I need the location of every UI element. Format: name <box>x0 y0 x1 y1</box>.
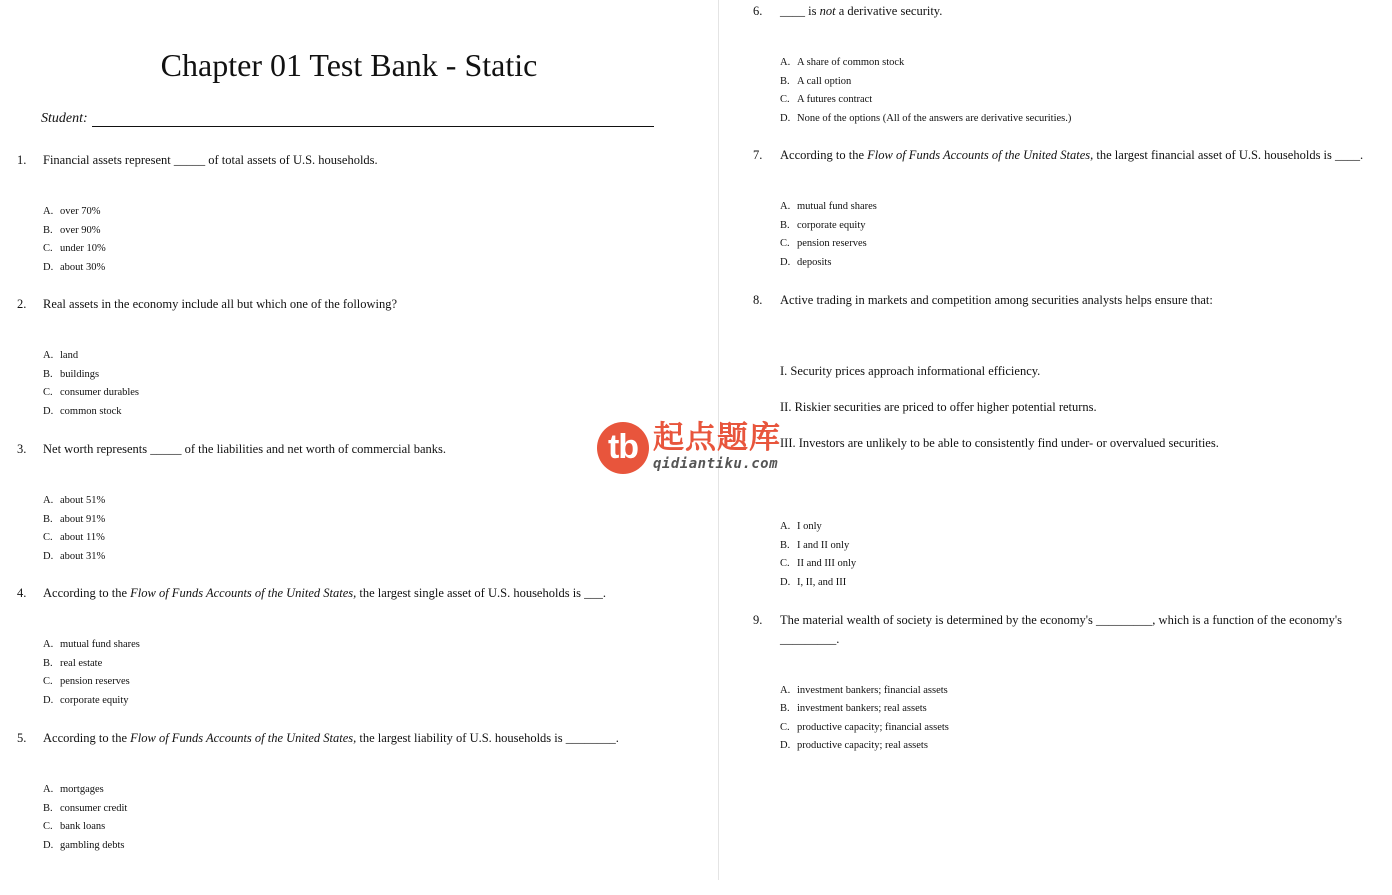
question-text <box>43 295 397 313</box>
answer-option <box>780 685 948 697</box>
question-number: 8. <box>753 293 763 307</box>
option-text: investment bankers; financial assets <box>797 685 948 696</box>
option-letter: C. <box>43 243 53 254</box>
question-text-pre: According to the <box>43 586 131 600</box>
answer-option <box>780 558 856 570</box>
question-number: 7. <box>753 148 763 162</box>
option-text: consumer durables <box>60 387 140 398</box>
watermark-url-text: qidiantiku.com <box>653 456 779 472</box>
question-text-pre: According to the <box>780 148 868 162</box>
option-letter: C. <box>43 676 53 687</box>
option-letter: A. <box>43 495 54 506</box>
answer-option <box>780 57 904 69</box>
question-text-body: Financial assets represent _____ of total assets of U.S. households. <box>43 153 378 167</box>
option-letter: B. <box>43 225 53 236</box>
option-text: mutual fund shares <box>60 639 140 650</box>
option-text: over 90% <box>60 225 101 236</box>
option-text: corporate equity <box>797 220 866 231</box>
answer-option <box>43 387 139 399</box>
option-text: investment bankers; real assets <box>797 703 927 714</box>
answer-option <box>43 821 105 833</box>
option-letter: A. <box>780 201 791 212</box>
option-text: I only <box>797 521 822 532</box>
option-letter: D. <box>43 840 54 851</box>
question-text-italic: Flow of Funds Accounts of the United States, <box>130 586 357 600</box>
option-text: over 70% <box>60 206 101 217</box>
option-letter: A. <box>780 57 791 68</box>
student-field <box>41 111 654 127</box>
answer-option <box>780 540 849 552</box>
question-text <box>43 151 378 169</box>
option-text: common stock <box>60 406 122 417</box>
page-title: Chapter 01 Test Bank - Static <box>160 47 538 83</box>
answer-option <box>43 243 106 255</box>
answer-option <box>43 350 78 362</box>
option-text: bank loans <box>60 821 106 832</box>
question-number: 4. <box>17 586 27 600</box>
question-number: 5. <box>17 731 27 745</box>
question-text-pre: ____ is <box>780 4 820 18</box>
answer-option <box>780 220 866 232</box>
option-text: A share of common stock <box>797 57 905 68</box>
answer-option <box>780 740 928 752</box>
option-letter: C. <box>780 238 790 249</box>
answer-option <box>780 113 1071 125</box>
option-text: A call option <box>797 76 852 87</box>
answer-option <box>43 225 101 237</box>
option-text: land <box>60 350 79 361</box>
statement-2: II. Riskier securities are priced to offer higher potential returns. <box>780 400 1097 414</box>
answer-option <box>780 76 851 88</box>
answer-option <box>43 658 102 670</box>
option-text: mutual fund shares <box>797 201 877 212</box>
option-letter: B. <box>780 540 790 551</box>
question-text <box>43 729 619 747</box>
option-letter: D. <box>43 551 54 562</box>
option-letter: B. <box>780 703 790 714</box>
answer-option <box>780 94 872 106</box>
question-text <box>43 584 606 602</box>
answer-option <box>780 577 846 589</box>
question-text-body: Net worth represents _____ of the liabilities and net worth of commercial banks. <box>43 442 447 456</box>
option-text: productive capacity; real assets <box>797 740 928 751</box>
option-letter: B. <box>43 658 53 669</box>
option-text: deposits <box>797 257 832 268</box>
question-number: 3. <box>17 442 27 456</box>
option-letter: D. <box>43 695 54 706</box>
option-letter: C. <box>43 387 53 398</box>
option-letter: D. <box>780 577 791 588</box>
option-text: pension reserves <box>797 238 867 249</box>
option-letter: C. <box>43 821 53 832</box>
student-blank-line <box>92 112 654 127</box>
answer-option <box>43 206 101 218</box>
question-7 <box>753 146 1392 166</box>
statement-1: I. Security prices approach informational efficiency. <box>780 364 1041 378</box>
option-text: II and III only <box>797 558 857 569</box>
answer-option <box>43 495 105 507</box>
option-letter: B. <box>780 76 790 87</box>
question-text-post: the largest financial asset of U.S. households is ____. <box>1093 148 1364 162</box>
answer-option <box>780 238 867 250</box>
question-text <box>780 291 1213 309</box>
answer-option <box>780 722 949 734</box>
option-letter: B. <box>780 220 790 231</box>
answer-option <box>780 257 831 269</box>
option-letter: B. <box>43 369 53 380</box>
option-letter: D. <box>43 262 54 273</box>
question-number: 6. <box>753 4 763 18</box>
option-text: None of the options (All of the answers are derivative securities.) <box>797 113 1072 124</box>
question-text-body: The material wealth of society is determined by the economy's _________, which is a function of the economy's <box>780 613 1342 627</box>
answer-option <box>43 532 105 544</box>
tb-badge-icon: tb <box>597 422 649 474</box>
option-letter: D. <box>43 406 54 417</box>
option-letter: A. <box>43 784 54 795</box>
option-letter: C. <box>780 558 790 569</box>
question-4 <box>17 584 1392 604</box>
question-text <box>780 611 1342 629</box>
answer-option <box>43 262 105 274</box>
question-text <box>780 2 942 20</box>
option-letter: C. <box>780 722 790 733</box>
question-9 <box>753 611 1392 631</box>
question-text-post: the largest single asset of U.S. households is ___. <box>356 586 607 600</box>
option-letter: C. <box>43 532 53 543</box>
option-text: about 11% <box>60 532 105 543</box>
option-text: gambling debts <box>60 840 125 851</box>
option-letter: D. <box>780 113 791 124</box>
option-letter: B. <box>43 803 53 814</box>
answer-option <box>43 695 129 707</box>
question-number: 2. <box>17 297 27 311</box>
answer-option <box>43 514 105 526</box>
answer-option <box>43 784 104 796</box>
question-text-body: Active trading in markets and competition among securities analysts helps ensure that: <box>780 293 1213 307</box>
question-text-pre: According to the <box>43 731 131 745</box>
question-text <box>43 440 446 458</box>
option-text: A futures contract <box>797 94 873 105</box>
answer-option <box>43 551 105 563</box>
question-text-post: the largest liability of U.S. households is ________. <box>356 731 619 745</box>
question-text-post: a derivative security. <box>835 4 943 18</box>
option-text: I, II, and III <box>797 577 847 588</box>
watermark-logo <box>597 420 797 478</box>
question-number: 9. <box>753 613 763 627</box>
answer-option <box>780 201 877 213</box>
question-text-italic: Flow of Funds Accounts of the United States, <box>867 148 1094 162</box>
option-letter: C. <box>780 94 790 105</box>
option-letter: B. <box>43 514 53 525</box>
option-letter: A. <box>43 206 54 217</box>
option-letter: A. <box>780 521 791 532</box>
question-5 <box>17 729 1392 749</box>
answer-option <box>43 406 122 418</box>
answer-option <box>780 521 822 533</box>
option-text: buildings <box>60 369 100 380</box>
question-text-italic: not <box>819 4 836 18</box>
watermark-cn-text: 起点题库 <box>653 420 781 456</box>
question-text <box>780 146 1363 164</box>
question-number: 1. <box>17 153 27 167</box>
answer-option <box>43 803 127 815</box>
option-text: productive capacity; financial assets <box>797 722 949 733</box>
option-letter: D. <box>780 740 791 751</box>
option-text: about 30% <box>60 262 106 273</box>
answer-option <box>43 840 124 852</box>
answer-option <box>780 703 927 715</box>
option-letter: D. <box>780 257 791 268</box>
option-text: pension reserves <box>60 676 130 687</box>
option-letter: A. <box>780 685 791 696</box>
option-text: about 91% <box>60 514 106 525</box>
option-letter: A. <box>43 350 54 361</box>
question-text-italic: Flow of Funds Accounts of the United States, <box>130 731 357 745</box>
option-text: mortgages <box>60 784 104 795</box>
answer-option <box>43 676 130 688</box>
student-label: Student: <box>41 111 88 126</box>
option-text: consumer credit <box>60 803 128 814</box>
option-text: under 10% <box>60 243 106 254</box>
answer-option <box>43 639 140 651</box>
question-8 <box>753 291 1392 311</box>
option-letter: A. <box>43 639 54 650</box>
option-text: real estate <box>60 658 103 669</box>
question-6 <box>753 2 1392 22</box>
statement-3: III. Investors are unlikely to be able to consistently find under- or overvalued securities. <box>780 436 1219 450</box>
question-text-body: Real assets in the economy include all but which one of the following? <box>43 297 398 311</box>
answer-option <box>43 369 99 381</box>
option-text: about 51% <box>60 495 106 506</box>
option-text: about 31% <box>60 551 106 562</box>
question-text-continued: _________. <box>780 632 840 646</box>
option-text: corporate equity <box>60 695 129 706</box>
option-text: I and II only <box>797 540 850 551</box>
